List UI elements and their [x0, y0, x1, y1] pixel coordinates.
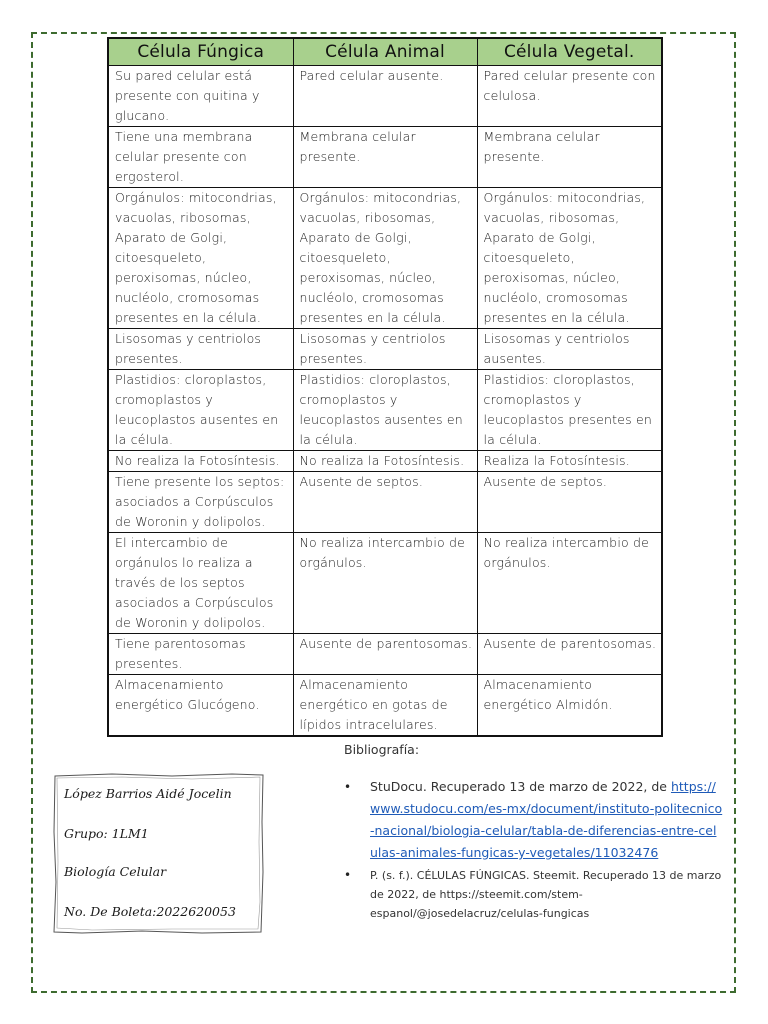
- bibliography-list: [344, 776, 724, 923]
- bibliography-entry-text: P. (s. f.). CÉLULAS FÚNGICAS. Steemit. Recuperado 13 de marzo de 2022, de https://steemit.com/stem-espanol/@josedelacruz/celulas-fungicas: [370, 869, 722, 920]
- table-cell: Lisosomas y centriolos presentes.: [293, 329, 477, 370]
- bibliography-link[interactable]: https://www.studocu.com/es-mx/document/instituto-politecnico-nacional/biologia-celular/tabla-de-diferencias-entre-celulas-animales-fungicas-y-vegetales/11032476: [370, 779, 723, 860]
- table-row: [108, 329, 662, 370]
- table-cell: Pared celular presente con celulosa.: [477, 66, 662, 127]
- table-cell: Almacenamiento energético Almidón.: [477, 675, 662, 737]
- student-name: López Barrios Aidé Jocelin: [64, 786, 232, 801]
- table-cell: Ausente de septos.: [293, 472, 477, 533]
- table-cell: El intercambio de orgánulos lo realiza a través de los septos asociados a Corpúsculos de Woronin y dolipolos.: [108, 533, 293, 634]
- table-cell: Tiene presente los septos: asociados a Corpúsculos de Woronin y dolipolos.: [108, 472, 293, 533]
- table-cell: Ausente de septos.: [477, 472, 662, 533]
- header-fungal-cell: Célula Fúngica: [108, 38, 293, 66]
- table-row: [108, 127, 662, 188]
- table-cell: Lisosomas y centriolos presentes.: [108, 329, 293, 370]
- table-cell: Membrana celular presente.: [293, 127, 477, 188]
- student-group: Grupo: 1LM1: [64, 826, 149, 841]
- comparison-table: [107, 37, 663, 737]
- table-row: [108, 188, 662, 329]
- header-plant-cell: Célula Vegetal.: [477, 38, 662, 66]
- table-cell: Orgánulos: mitocondrias, vacuolas, ribosomas, Aparato de Golgi, citoesqueleto, peroxisomas, núcleo, nucléolo, cromosomas presentes en la célula.: [293, 188, 477, 329]
- student-id: No. De Boleta:2022620053: [64, 904, 236, 919]
- table-cell: Su pared celular está presente con quitina y glucano.: [108, 66, 293, 127]
- table-cell: No realiza la Fotosíntesis.: [108, 451, 293, 472]
- bibliography-entry: [344, 866, 724, 923]
- table-cell: Orgánulos: mitocondrias, vacuolas, ribosomas, Aparato de Golgi, citoesqueleto, peroxisomas, núcleo, nucléolo, cromosomas presentes en la célula.: [477, 188, 662, 329]
- student-subject: Biología Celular: [64, 864, 167, 879]
- table-cell: No realiza intercambio de orgánulos.: [293, 533, 477, 634]
- table-cell: Plastidios: cloroplastos, cromoplastos y leucoplastos ausentes en la célula.: [293, 370, 477, 451]
- table-cell: Membrana celular presente.: [477, 127, 662, 188]
- table-cell: Almacenamiento energético en gotas de lípidos intracelulares.: [293, 675, 477, 737]
- bibliography-entry: [344, 776, 724, 864]
- table-cell: Realiza la Fotosíntesis.: [477, 451, 662, 472]
- table-cell: Pared celular ausente.: [293, 66, 477, 127]
- table-cell: Tiene parentosomas presentes.: [108, 634, 293, 675]
- table-cell: Plastidios: cloroplastos, cromoplastos y leucoplastos ausentes en la célula.: [108, 370, 293, 451]
- table-cell: Plastidios: cloroplastos, cromoplastos y leucoplastos presentes en la célula.: [477, 370, 662, 451]
- table-row: [108, 634, 662, 675]
- table-cell: Ausente de parentosomas.: [477, 634, 662, 675]
- table-cell: No realiza intercambio de orgánulos.: [477, 533, 662, 634]
- table-row: [108, 675, 662, 737]
- table-cell: Tiene una membrana celular presente con ergosterol.: [108, 127, 293, 188]
- table-header-row: [108, 38, 662, 66]
- table-row: [108, 66, 662, 127]
- table-cell: Orgánulos: mitocondrias, vacuolas, ribosomas, Aparato de Golgi, citoesqueleto, peroxisomas, núcleo, nucléolo, cromosomas presentes en la célula.: [108, 188, 293, 329]
- table-row: [108, 370, 662, 451]
- student-info-card: [52, 772, 265, 935]
- table-cell: Almacenamiento energético Glucógeno.: [108, 675, 293, 737]
- bibliography-title: Bibliografía:: [344, 742, 420, 757]
- table-cell: No realiza la Fotosíntesis.: [293, 451, 477, 472]
- table-row: [108, 451, 662, 472]
- table-row: [108, 472, 662, 533]
- bibliography-entry-text: StuDocu. Recuperado 13 de marzo de 2022, de: [370, 779, 667, 794]
- table-cell: Lisosomas y centriolos ausentes.: [477, 329, 662, 370]
- header-animal-cell: Célula Animal: [293, 38, 477, 66]
- table-row: [108, 533, 662, 634]
- table-cell: Ausente de parentosomas.: [293, 634, 477, 675]
